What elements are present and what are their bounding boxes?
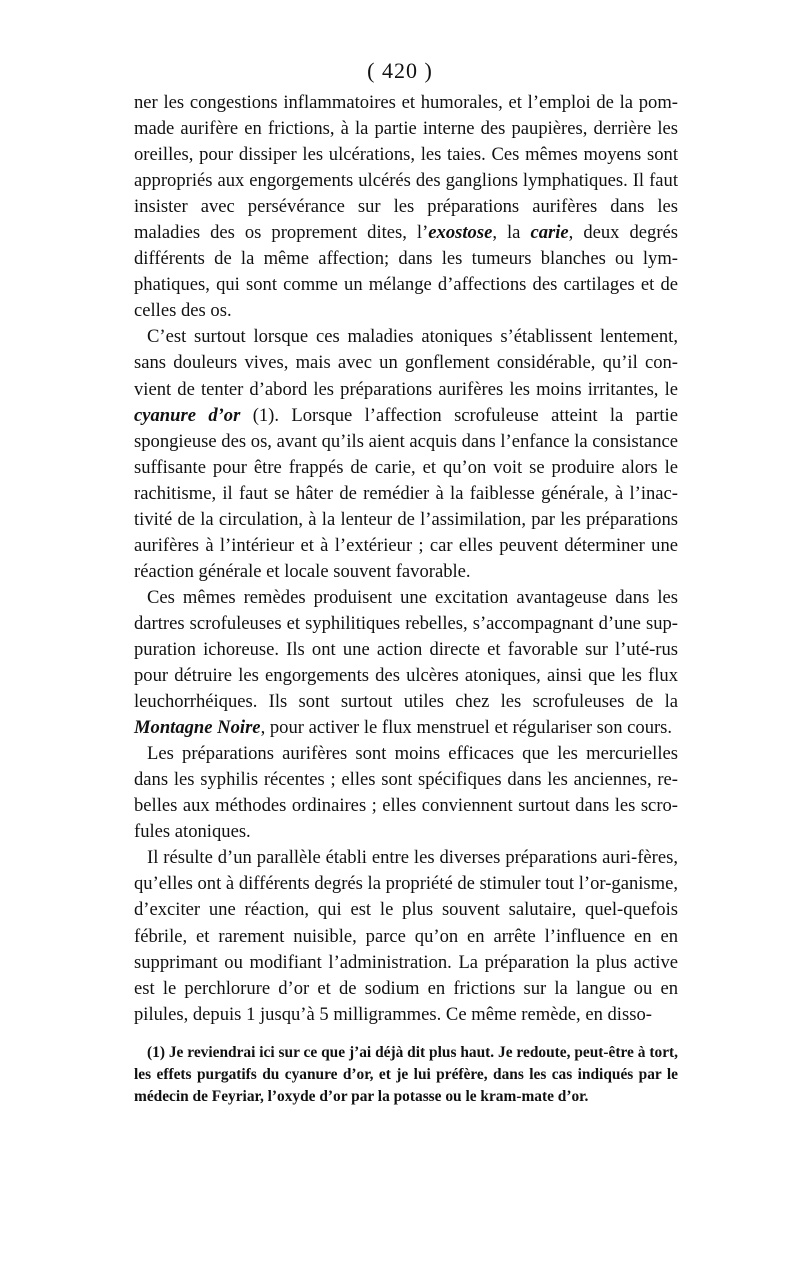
paragraph-5: Il résulte d’un parallèle établi entre les diverses préparations auri-fères, qu’elles ont à différents degrés la propriété de stimuler tout l’or-ganisme, d’exciter une réaction, qui est le plus souvent salutaire, quel-quefois fébrile, et rarement nuisible, parce qu’on en arrête l’influence en en supprimant ou modifiant l’administration. La préparation la plus active est le perchlorure d’or et de sodium en frictions sur la langue ou en pilules, depuis 1 jusqu’à 5 milligrammes. Ce même remède, en disso- — [134, 847, 679, 1025]
paragraph-1-mid: , la — [492, 222, 531, 244]
footnote-text: (1) Je reviendrai ici sur ce que j’ai déjà dit plus haut. Je redoute, peut-être à tort, les effets purgatifs du cyanure d’or, et je lui préfère, dans les cas indiqués par le médecin de Feyriar, l’oxyde d’or par la potasse ou le kram-mate d’or. — [134, 1044, 678, 1105]
paragraph-3-end: , pour activer le flux menstruel et régulariser son cours. — [260, 717, 673, 739]
term-montagne-noire: Montagne Noire — [134, 717, 261, 739]
page-number: ( 420 ) — [367, 58, 433, 83]
paragraph-1-end: , deux degrés différents de la même affection; dans les tumeurs blanches ou lym-phatiques, qui sont comme un mélange d’affections des cartilages et de celles des os. — [134, 222, 678, 322]
paragraph-3-start: Ces mêmes remèdes produisent une excitation avantageuse dans les dartres scrofuleuses et syphilitiques rebelles, s’accompagnant d’une sup-puration ichoreuse. Ils ont une action directe et favorable sur l’uté-rus pour détruire les engorgements des ulcères atoniques, ainsi que les flux leuchorrhéiques. Ils sont surtout utiles chez les scrofuleuses de la — [134, 586, 678, 713]
paragraph-2-start: C’est surtout lorsque ces maladies atoniques s’établissent lentement, sans douleurs vives, mais avec un gonflement considérable, qu’il con-vient de tenter d’abord les préparations aurifères les moins irritantes, le — [134, 326, 678, 400]
paragraph-1-text: ner les congestions inflammatoires et humorales, et l’emploi de la pom-made aurifère en frictions, à la partie interne des paupières, derrière les oreilles, pour dissiper les ulcérations, les taies. Ces mêmes moyens sont appropriés aux engorgements ulcérés des ganglions lymphatiques. Il faut insister avec persévérance sur les préparations aurifères dans les maladies des os proprement dites, l’ — [134, 92, 678, 244]
paragraph-1 — [134, 90, 678, 324]
footnote — [134, 1042, 678, 1108]
term-carie: carie — [530, 222, 569, 244]
term-exostose: exostose — [428, 222, 493, 244]
term-cyanure-dor: cyanure d’or — [134, 404, 241, 426]
main-text — [134, 90, 678, 1028]
paragraph-4: Les préparations aurifères sont moins efficaces que les mercurielles dans les syphilis récentes ; elles sont spécifiques dans les anciennes, re-belles aux méthodes ordinaires ; elles conviennent surtout dans les scro-fules atoniques. — [134, 743, 678, 843]
paragraph-3 — [134, 585, 678, 741]
paragraph-2 — [134, 324, 678, 584]
paragraph-2-end: (1). Lorsque l’affection scrofuleuse atteint la partie spongieuse des os, avant qu’ils aient acquis dans l’enfance la consistance suffisante pour être frappés de carie, et qu’on voit se produire alors le rachitisme, il faut se hâter de remédier à la faiblesse générale, à l’inac-tivité de la circulation, à la lenteur de l’assimilation, par les préparations aurifères à l’intérieur et à l’extérieur ; car elles peuvent déterminer une réaction générale et locale souvent favorable. — [134, 404, 678, 582]
